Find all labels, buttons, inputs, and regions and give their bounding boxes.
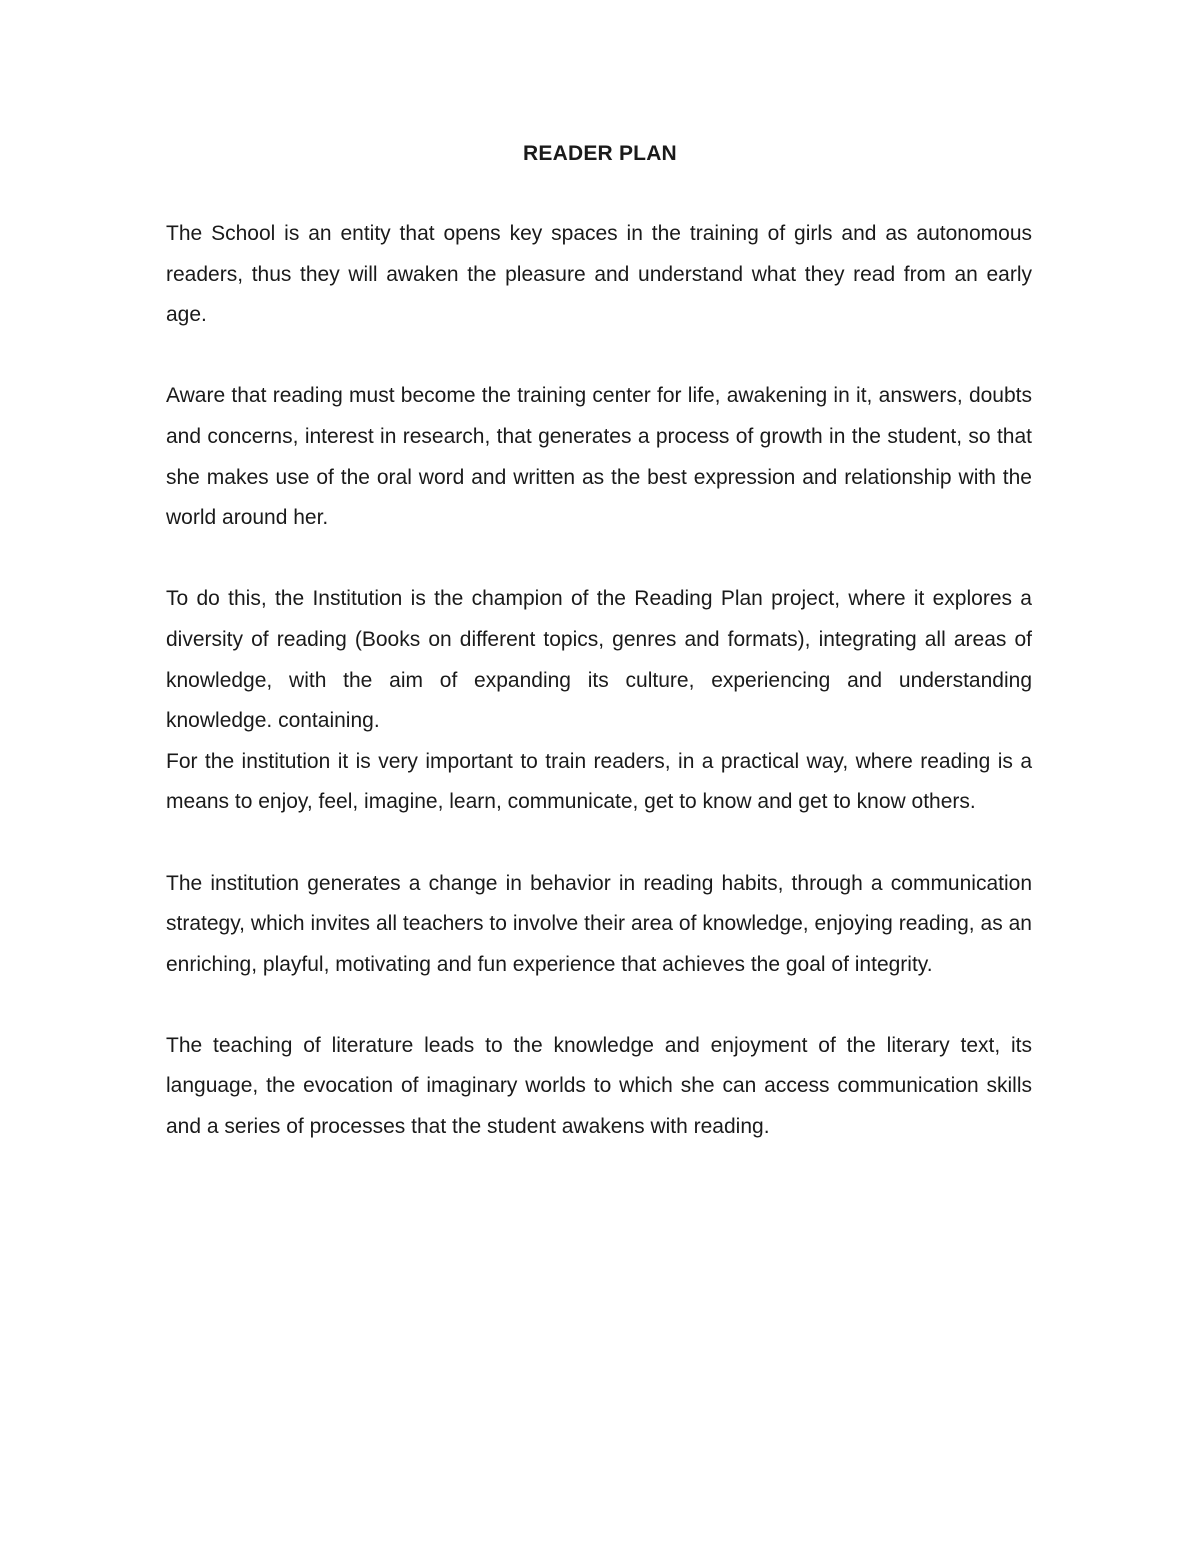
document-body	[166, 214, 1032, 1148]
paragraph: The teaching of literature leads to the knowledge and enjoyment of the literary text, its language, the evocation of imaginary worlds to which she can access communication skills and a series of processes that the student awakens with reading.	[166, 1033, 1032, 1139]
paragraph: To do this, the Institution is the champion of the Reading Plan project, where it explores a diversity of reading (Books on different topics, genres and formats), integrating all areas of knowledge, with the aim of expanding its culture, experiencing and understanding knowledge. containing.	[166, 587, 1032, 733]
paragraph: The School is an entity that opens key spaces in the training of girls and as autonomous readers, thus they will awaken the pleasure and understand what they read from an early age.	[166, 222, 1032, 327]
paragraph-spacer	[166, 539, 1032, 580]
paragraph: Aware that reading must become the training center for life, awakening in it, answers, doubts and concerns, interest in research, that generates a process of growth in the student, so that she makes use of the oral word and written as the best expression and relationship with the world around her.	[166, 384, 1032, 530]
paragraph-spacer	[166, 823, 1032, 864]
document-title: READER PLAN	[523, 142, 677, 165]
paragraph: For the institution it is very important to train readers, in a practical way, where reading is a means to enjoy, feel, imagine, learn, communicate, get to know and get to know others.	[166, 749, 1032, 814]
paragraph-spacer	[166, 985, 1032, 1026]
paragraph: The institution generates a change in behavior in reading habits, through a communication strategy, which invites all teachers to involve their area of knowledge, enjoying reading, as an enriching, playful, motivating and fun experience that achieves the goal of integrity.	[166, 871, 1032, 976]
paragraph-spacer	[166, 336, 1032, 377]
